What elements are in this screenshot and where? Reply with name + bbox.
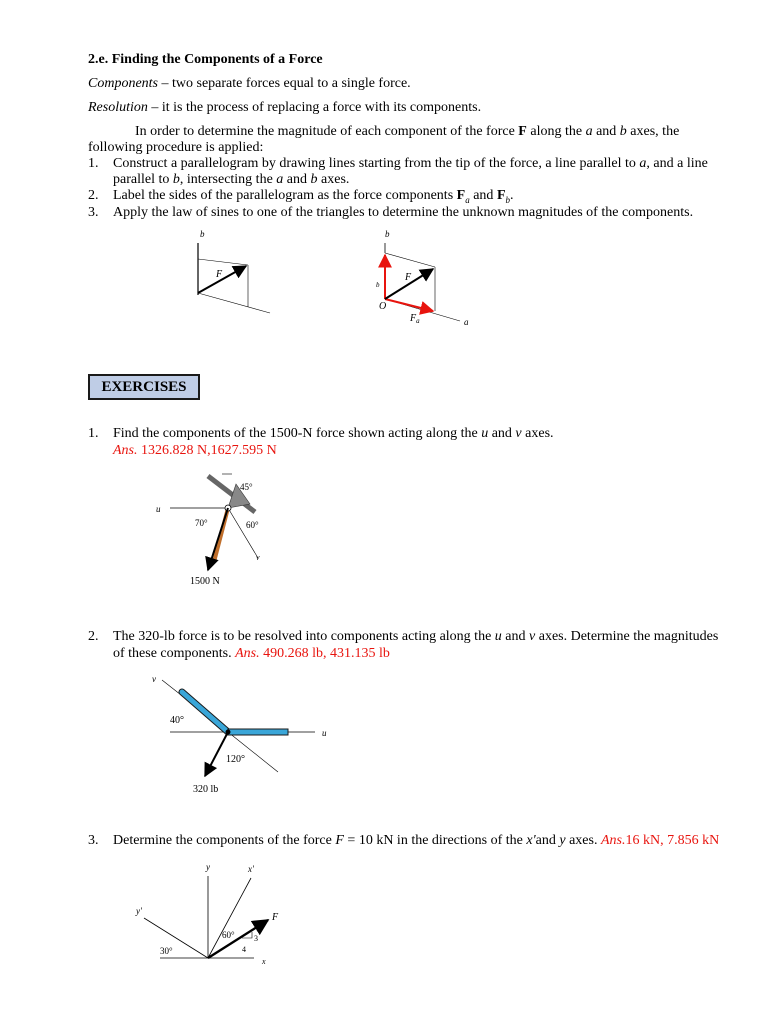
resolution-def-text: – it is the process of replacing a force with its components. bbox=[147, 100, 482, 115]
components-def-text: – two separate forces equal to a single force. bbox=[158, 76, 411, 91]
ex2-text-a: The 320-lb force is to be resolved into components acting along the bbox=[113, 629, 495, 644]
step-3-number: 3. bbox=[88, 205, 99, 220]
ex1-v: v bbox=[515, 426, 522, 441]
step-1-l2-d: a bbox=[276, 172, 284, 187]
intro-line-2: following procedure is applied: bbox=[88, 140, 264, 155]
ex1-angle-70: 70° bbox=[195, 518, 208, 528]
fig1-label-F: F bbox=[216, 269, 223, 280]
ex3-text-a: Determine the components of the force bbox=[113, 833, 336, 848]
section-title: 2.e. Finding the Components of a Force bbox=[88, 52, 323, 67]
ex2-force-arrow bbox=[205, 732, 228, 776]
step-2-number: 2. bbox=[88, 188, 99, 203]
step-1-l2-a: parallel to bbox=[113, 172, 173, 187]
fig2-label-O: O bbox=[379, 301, 387, 312]
ex2-ans-label: Ans. bbox=[235, 646, 260, 661]
intro-line-1 bbox=[135, 124, 679, 140]
ex2-angle-40: 40° bbox=[170, 715, 184, 726]
fig2-parallel-a bbox=[385, 253, 435, 267]
step-2-fa: F bbox=[456, 188, 466, 203]
ex1-and: and bbox=[488, 426, 516, 441]
exercise-1-number: 1. bbox=[88, 426, 99, 441]
step-2-text-a: Label the sides of the parallelogram as the force components bbox=[113, 188, 457, 203]
ex2-text-b: axes. Determine the magnitudes bbox=[535, 629, 719, 644]
step-2-and: and bbox=[469, 188, 497, 203]
exercise-2-text bbox=[113, 629, 718, 645]
ex1-label-v: v bbox=[256, 553, 260, 562]
exercise-3-text bbox=[113, 833, 719, 849]
resolution-term: Resolution bbox=[88, 100, 148, 115]
ex3-x: x' bbox=[526, 833, 536, 848]
step-1-l2-b: b bbox=[172, 172, 180, 187]
fig2-label-a: a bbox=[464, 317, 469, 327]
intro-force-symbol: F bbox=[518, 124, 527, 139]
exercise-2-number: 2. bbox=[88, 629, 99, 644]
exercise-3-figure bbox=[130, 860, 290, 970]
ex3-angle-30: 30° bbox=[160, 946, 173, 956]
intro-text-3: and bbox=[592, 124, 620, 139]
ex1-angle-45: 45° bbox=[240, 482, 253, 492]
ex1-text-b: axes. bbox=[521, 426, 554, 441]
ex1-text-a: Find the components of the 1500-N force shown acting along the bbox=[113, 426, 482, 441]
fig2-fa-arrow bbox=[385, 299, 433, 311]
fig2-label-F: F bbox=[405, 272, 412, 283]
step-1-l2-f: b bbox=[310, 172, 318, 187]
ex1-force-arrow bbox=[208, 508, 228, 570]
ex3-label-x: x bbox=[262, 957, 266, 966]
ex3-label-F: F bbox=[272, 912, 279, 923]
ex2-label-u: u bbox=[322, 728, 327, 738]
ex3-label-y: y bbox=[206, 862, 210, 872]
ex3-force-arrow bbox=[208, 920, 268, 958]
ex2-member-u bbox=[228, 729, 288, 735]
exercise-3-number: 3. bbox=[88, 833, 99, 848]
fig2-label-b-small: b bbox=[376, 281, 380, 289]
step-1-number: 1. bbox=[88, 156, 99, 171]
ex2-ans-value: 490.268 lb, 431.135 lb bbox=[259, 646, 390, 661]
ex3-F: F bbox=[335, 833, 344, 848]
resolution-definition bbox=[88, 100, 481, 116]
ex1-ans-value: 1326.828 N,1627.595 N bbox=[137, 443, 277, 458]
step-3-text: Apply the law of sines to one of the triangles to determine the unknown magnitudes of the components. bbox=[113, 205, 694, 220]
ex3-yprime-axis bbox=[144, 918, 208, 958]
ex3-slope-3: 3 bbox=[254, 934, 258, 943]
components-definition bbox=[88, 76, 411, 92]
step-1-l2-e: and bbox=[283, 172, 311, 187]
fig2-Fa-main: F bbox=[410, 313, 417, 324]
exercises-heading: EXERCISES bbox=[88, 374, 200, 400]
parallelogram-figure bbox=[180, 225, 290, 325]
step-2-fa-sub: a bbox=[465, 194, 470, 205]
intro-text-1: In order to determine the magnitude of each component of the force bbox=[135, 124, 519, 139]
fig2-label-b: b bbox=[385, 229, 390, 239]
ex3-label-yp: y' bbox=[136, 906, 142, 916]
ex3-and: and bbox=[535, 833, 556, 848]
step-2-end: . bbox=[510, 188, 514, 203]
intro-axis-b: b bbox=[619, 124, 627, 139]
ex1-v-axis bbox=[228, 508, 258, 558]
ex3-ans-value: 16 kN, 7.856 kN bbox=[625, 833, 720, 848]
ex1-label-u: u bbox=[156, 504, 161, 514]
ex3-label-xp: x' bbox=[248, 864, 254, 874]
exercise-2-figure bbox=[150, 672, 340, 797]
fig2-Fa-sub: a bbox=[416, 317, 420, 325]
exercise-1-answer bbox=[113, 443, 277, 459]
ex2-force-label: 320 lb bbox=[193, 784, 219, 795]
ex3-text-b: = 10 kN in the directions of the bbox=[343, 833, 527, 848]
ex1-u: u bbox=[481, 426, 489, 441]
step-1-text-c: , and a line bbox=[646, 156, 708, 171]
exercise-2-line-2 bbox=[113, 646, 390, 662]
ex1-ans-label: Ans. bbox=[113, 443, 138, 458]
fig1-a-axis bbox=[198, 293, 270, 313]
step-1-axis-a: a bbox=[639, 156, 647, 171]
step-2-fb: F bbox=[496, 188, 506, 203]
exercise-1-figure bbox=[150, 470, 280, 590]
ex3-text-c: axes. bbox=[565, 833, 601, 848]
step-1-line-1 bbox=[113, 156, 708, 172]
step-1-l2-g: axes. bbox=[317, 172, 350, 187]
ex2-ref-line bbox=[228, 732, 278, 772]
ex3-y: y bbox=[555, 833, 566, 848]
ex2-v: v bbox=[529, 629, 536, 644]
exercise-1-text bbox=[113, 426, 554, 442]
intro-text-2: along the bbox=[526, 124, 586, 139]
components-term: Components bbox=[88, 76, 158, 91]
step-1-text-a: Construct a parallelogram by drawing lines starting from the tip of the force, a line parallel to bbox=[113, 156, 640, 171]
step-1-line-2 bbox=[113, 172, 349, 188]
ex1-angle-60: 60° bbox=[246, 520, 259, 530]
ex1-force-label: 1500 N bbox=[190, 576, 220, 587]
ex2-angle-120: 120° bbox=[226, 754, 245, 765]
ex3-slope-4: 4 bbox=[242, 945, 246, 954]
fig2-label-Fa bbox=[409, 313, 420, 325]
ex3-ans-label: Ans. bbox=[600, 833, 626, 848]
step-1-l2-c: , intersecting the bbox=[179, 172, 277, 187]
intro-axis-a: a bbox=[585, 124, 593, 139]
ex2-and: and bbox=[501, 629, 530, 644]
ex2-u: u bbox=[494, 629, 502, 644]
fig1-parallel-a bbox=[198, 259, 248, 265]
step-2-fb-sub: b bbox=[505, 194, 510, 205]
intro-text-4: axes, the bbox=[626, 124, 680, 139]
ex3-angle-60: 60° bbox=[222, 930, 235, 940]
ex2-label-v: v bbox=[152, 674, 156, 684]
fig1-label-b: b bbox=[200, 229, 205, 239]
ex2-line2-text: of these components. bbox=[113, 646, 236, 661]
components-figure bbox=[370, 225, 480, 335]
ex2-member-v bbox=[182, 692, 228, 732]
